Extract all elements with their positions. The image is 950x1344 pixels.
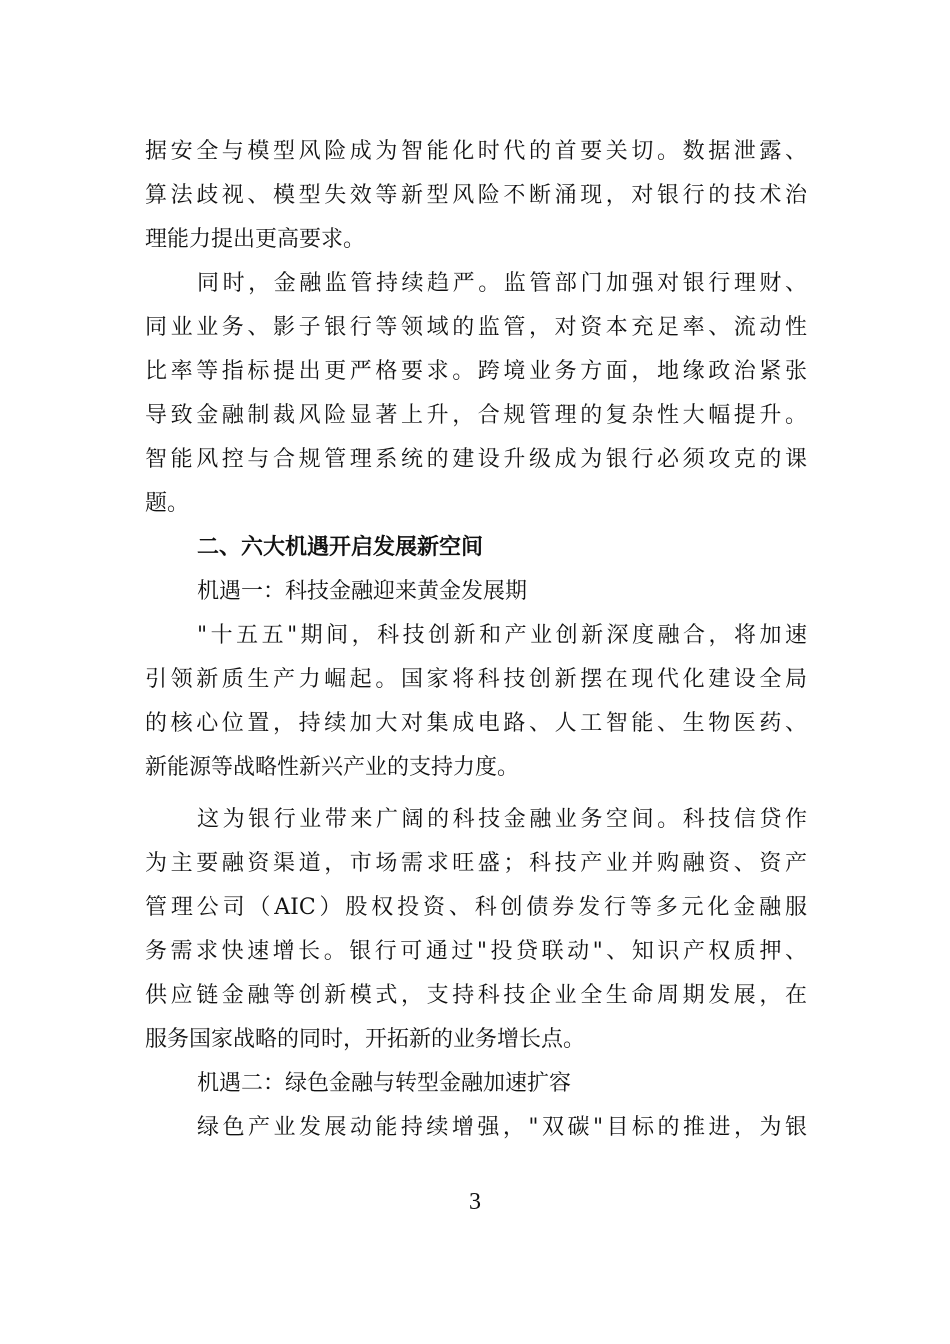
paragraph-line: 务需求快速增长。银行可通过"投贷联动"、知识产权质押、 [145, 939, 807, 964]
paragraph-line: 引领新质生产力崛起。国家将科技创新摆在现代化建设全局 [145, 667, 807, 692]
paragraph-line: 据安全与模型风险成为智能化时代的首要关切。数据泄露、 [145, 139, 807, 164]
paragraph-line: 算法歧视、模型失效等新型风险不断涌现，对银行的技术治 [145, 183, 807, 208]
paragraph-line: 智能风控与合规管理系统的建设升级成为银行必须攻克的课 [145, 447, 807, 472]
subsection-title: 机遇二：绿色金融与转型金融加速扩容 [197, 1071, 572, 1096]
paragraph-line: 同业业务、影子银行等领域的监管，对资本充足率、流动性 [145, 315, 807, 340]
paragraph-line: "十五五"期间，科技创新和产业创新深度融合，将加速 [197, 623, 807, 648]
paragraph-line: 供应链金融等创新模式，支持科技企业全生命周期发展，在 [145, 983, 807, 1008]
paragraph-line: 服务国家战略的同时，开拓新的业务增长点。 [145, 1027, 586, 1052]
section-heading: 二、六大机遇开启发展新空间 [197, 535, 484, 560]
paragraph-line: 绿色产业发展动能持续增强，"双碳"目标的推进，为银 [197, 1115, 807, 1140]
paragraph-line: 比率等指标提出更严格要求。跨境业务方面，地缘政治紧张 [145, 359, 807, 384]
paragraph-line: 管理公司（AIC）股权投资、科创债券发行等多元化金融服 [145, 895, 807, 920]
paragraph-line: 新能源等战略性新兴产业的支持力度。 [145, 755, 520, 780]
page-number: 3 [469, 1189, 481, 1215]
subsection-title: 机遇一：科技金融迎来黄金发展期 [197, 579, 528, 604]
paragraph-line: 的核心位置，持续加大对集成电路、人工智能、生物医药、 [145, 711, 807, 736]
paragraph-line: 理能力提出更高要求。 [145, 227, 366, 252]
paragraph-line: 导致金融制裁风险显著上升，合规管理的复杂性大幅提升。 [145, 403, 807, 428]
paragraph-line: 题。 [145, 491, 190, 516]
paragraph-line: 这为银行业带来广阔的科技金融业务空间。科技信贷作 [197, 807, 807, 832]
paragraph-line: 同时，金融监管持续趋严。监管部门加强对银行理财、 [197, 271, 807, 296]
paragraph-line: 为主要融资渠道，市场需求旺盛；科技产业并购融资、资产 [145, 851, 807, 876]
